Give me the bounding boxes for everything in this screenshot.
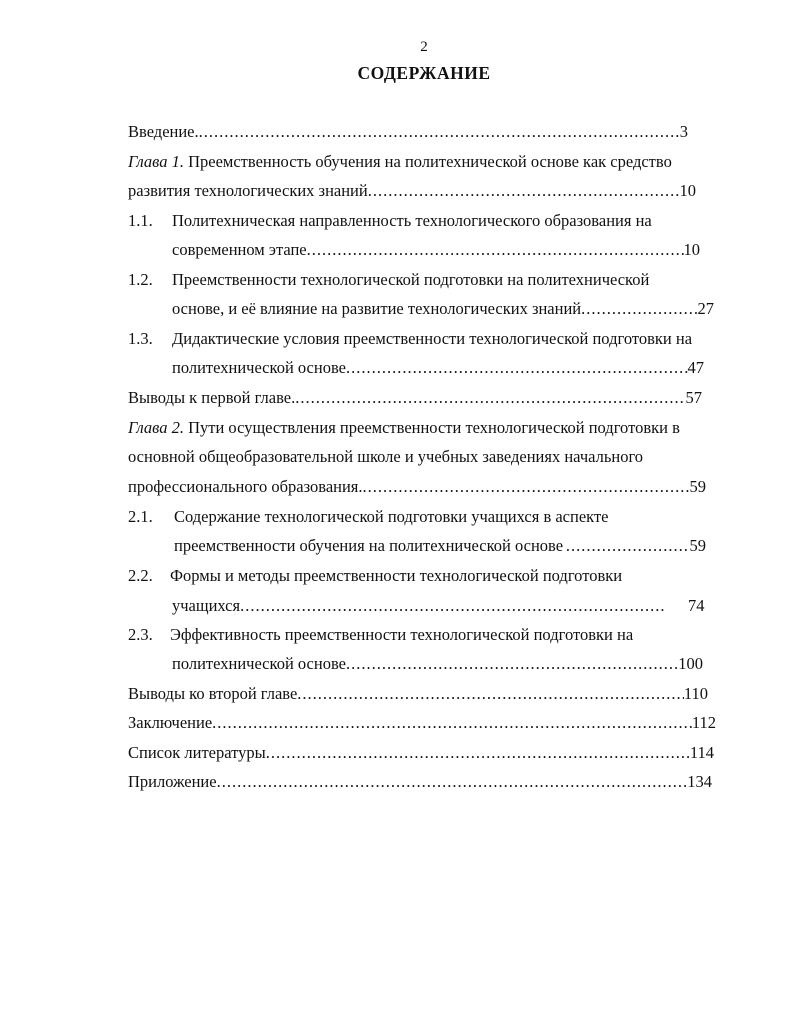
- toc-label: Выводы ко второй главе: [128, 684, 298, 703]
- toc-leader: [297, 684, 684, 704]
- toc-section-2-3-line2: [172, 654, 703, 674]
- toc-page: 47: [687, 358, 704, 377]
- toc-label: профессионального образования.: [128, 477, 363, 496]
- toc-page: 112: [691, 713, 716, 732]
- toc-page: 74: [688, 596, 705, 615]
- toc-page: 100: [678, 654, 703, 673]
- toc-label: политехнической основе: [172, 358, 346, 377]
- page-title: СОДЕРЖАНИЕ: [357, 63, 491, 83]
- toc-entry-intro: [128, 122, 688, 142]
- toc-entry-conclusion: [128, 713, 716, 733]
- toc-section-2-2-num: 2.2.: [128, 566, 153, 585]
- toc-label: Выводы к первой главе.: [128, 388, 296, 407]
- toc-leader: [346, 654, 678, 674]
- toc-section-1-2-num: 1.2.: [128, 270, 153, 289]
- toc-section-1-2-line1: Преемственности технологической подготовки на политехнической: [172, 270, 650, 289]
- toc-page: 59: [689, 477, 706, 496]
- toc-label: Приложение: [128, 772, 217, 791]
- toc-section-2-1-line2: [174, 536, 706, 556]
- toc-section-2-2-line2: [172, 596, 666, 616]
- toc-section-2-1-line1: Содержание технологической подготовки учащихся в аспекте: [174, 507, 609, 526]
- toc-leader: [363, 477, 690, 497]
- toc-label: Заключение: [128, 713, 213, 732]
- toc-page: 27: [697, 299, 714, 318]
- toc-entry-conclusions-2: [128, 684, 708, 704]
- toc-leader: [581, 299, 697, 319]
- toc-chapter-2-line1: [128, 418, 680, 438]
- toc-label: основе, и её влияние на развитие технологических знаний: [172, 299, 582, 318]
- toc-section-1-3-line2: [172, 358, 704, 378]
- toc-section-1-2-line2: [172, 299, 714, 319]
- toc-label: политехнической основе: [172, 654, 346, 673]
- toc-page: 110: [683, 684, 708, 703]
- toc-label: Список литературы: [128, 743, 266, 762]
- toc-page: 134: [687, 772, 712, 791]
- toc-label: Введение.: [128, 122, 199, 141]
- toc-label: Преемственность обучения на политехнической основе как средство: [183, 152, 672, 171]
- toc-label: развития технологических знаний: [128, 181, 368, 200]
- toc-leader: [307, 240, 684, 260]
- toc-leader: [295, 388, 685, 408]
- toc-chapter-2-line3: [128, 477, 706, 497]
- toc-page: 10: [683, 240, 700, 259]
- toc-leader: [212, 713, 692, 733]
- toc-page: 59: [689, 536, 706, 555]
- toc-leader: [346, 358, 688, 378]
- toc-section-2-3-line1: Эффективность преемственности технологической подготовки на: [170, 625, 634, 644]
- toc-page: 57: [685, 388, 702, 407]
- toc-section-2-1-num: 2.1.: [128, 507, 153, 526]
- toc-page: 3: [679, 122, 688, 141]
- toc-leader: [266, 743, 690, 763]
- toc-leader: [240, 596, 666, 616]
- page-number: 2: [420, 39, 428, 55]
- toc-chapter-prefix: Глава 2.: [128, 418, 184, 437]
- toc-page: 114: [689, 743, 714, 762]
- toc-leader: [199, 122, 680, 142]
- toc-chapter-prefix: Глава 1.: [128, 152, 184, 171]
- toc-chapter-1-line1: [128, 152, 672, 172]
- toc-chapter-2-line2: основной общеобразовательной школе и учебных заведениях начального: [128, 447, 644, 466]
- toc-entry-appendix: [128, 772, 712, 792]
- toc-leader: [217, 772, 688, 792]
- toc-entry-references: [128, 743, 714, 763]
- toc-section-2-2-line1: Формы и методы преемственности технологической подготовки: [170, 566, 623, 585]
- toc-page: 10: [679, 181, 696, 200]
- toc-label: преемственности обучения на политехнической основе: [174, 536, 564, 555]
- toc-entry-conclusions-1: [128, 388, 702, 408]
- toc-label: Пути осуществления преемственности технологической подготовки в: [183, 418, 680, 437]
- toc-section-1-1-line1: Политехническая направленность технологического образования на: [172, 211, 652, 230]
- toc-section-1-1-line2: [172, 240, 700, 260]
- toc-chapter-1-line2: [128, 181, 696, 201]
- toc-section-1-3-line1: Дидактические условия преемственности технологической подготовки на: [172, 329, 693, 348]
- toc-section-1-1-num: 1.1.: [128, 211, 153, 230]
- toc-leader: [566, 536, 690, 556]
- toc-section-2-3-num: 2.3.: [128, 625, 153, 644]
- toc-section-1-3-num: 1.3.: [128, 329, 153, 348]
- toc-label: учащихся: [172, 596, 241, 615]
- toc-leader: [368, 181, 680, 201]
- toc-label: современном этапе: [172, 240, 307, 259]
